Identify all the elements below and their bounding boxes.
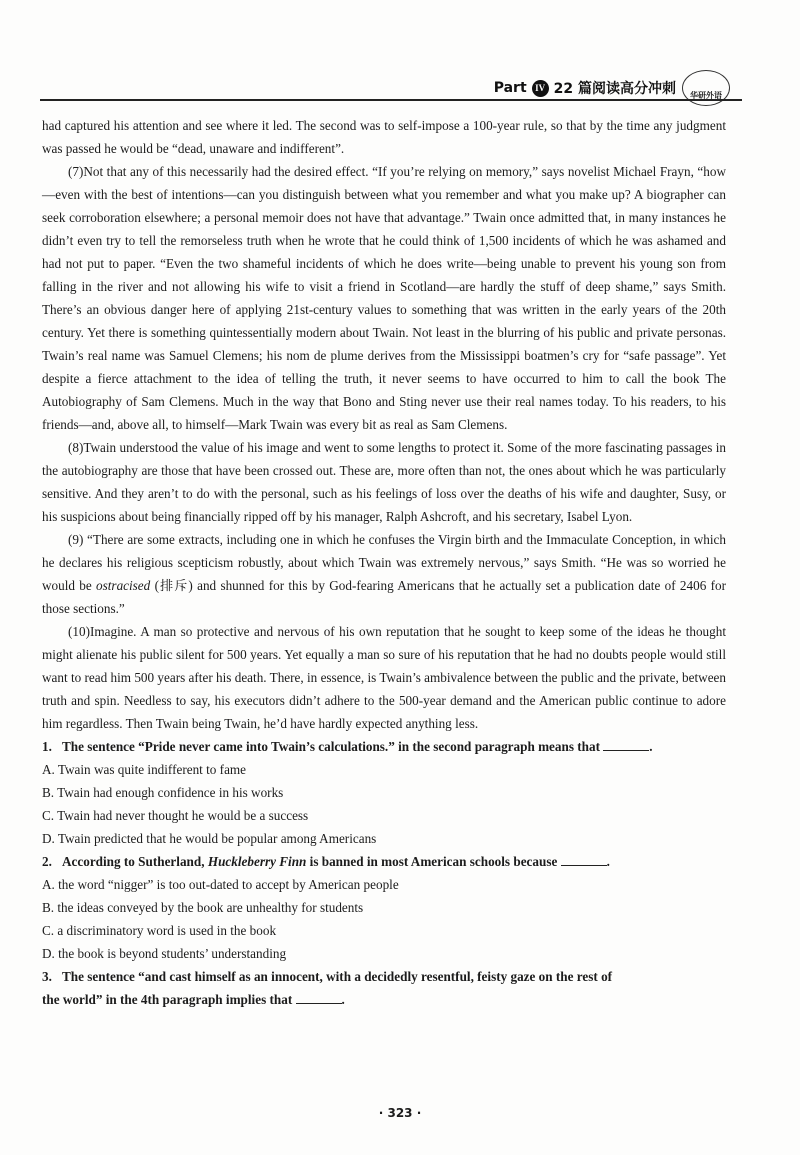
answer-blank[interactable] <box>296 992 342 1004</box>
ostracised-gloss: (排斥) <box>150 578 198 593</box>
q2-option-b: B. the ideas conveyed by the book are unhealthy for students <box>42 900 364 915</box>
question-number: 3. <box>42 969 52 984</box>
header-title <box>494 78 676 100</box>
paragraph-10: (10)Imagine. A man so protective and nervous of his own reputation that he sought to keep some of the ideas he thought might alienate his public silent for 500 years. Yet equally a man so sure of his reputation that he had no doubts people would still want to read him 500 years after his death. There, in essence, is Twain’s ambivalence between the public and the private, between truth and spin. Needless to say, his executors didn’t adhere to the 500-year demand and the American public continue to adore him regardless. Then Twain being Twain, he’d have hardly expected anything less. <box>42 624 726 731</box>
paragraph-7: (7)Not that any of this necessarily had the desired effect. “If you’re relying on memory,” says novelist Michael Frayn, “how—even with the best of intentions—can you distinguish between what you remember and what you make up? A biographer can seek corroboration elsewhere; a personal memoir does not have that advantage.” Twain once admitted that, in many instances he didn’t even try to tell the remorseless truth when he wrote that he could think of 1,500 incidents of which he was ashamed and had not put to paper. “Even the two shameful incidents of which he does write—being unable to prevent his young son from falling in the river and not allowing his wife to visit a friend in Scotland—are hardly the stuff of deep shame,” says Smith. There’s an obvious danger here of applying 21st-century values to something that was written in the early years of the 20th century. Yet there is something quintessentially modern about Twain. Not least in the blurring of his public and private personas. Twain’s real name was Samuel Clemens; his nom de plume derives from the Mississippi boatmen’s cry for “safe passage”. Yet despite a fierce attachment to the idea of telling the truth, it never seems to have occurred to him to call the book The Autobiography of Sam Clemens. Much in the way that Bono and Sting never use their real names today. To his readers, to his friends—and, above all, to himself—Mark Twain was every bit as real as Sam Clemens. <box>42 164 726 432</box>
q1-option-b: B. Twain had enough confidence in his works <box>42 785 284 800</box>
question-stem-line2: the world” in the 4th paragraph implies that <box>42 992 293 1007</box>
question-stem-end: is banned in most American schools because <box>306 854 558 869</box>
part-number-badge: IV <box>532 80 549 97</box>
question-stem: The sentence “Pride never came into Twain’s calculations.” in the second paragraph means that <box>62 739 600 754</box>
q1-option-a: A. Twain was quite indifferent to fame <box>42 762 247 777</box>
logo-text: 华研外语 <box>690 91 722 100</box>
paragraph-8: (8)Twain understood the value of his image and went to some lengths to protect it. Some of the more fascinating passages in the autobiography are those that have been crossed out. These are, more often than not, the ones about which he was particularly sensitive. And they aren’t to do with the personal, such as his feelings of loss over the deaths of his wife and daughter, Susy, or his suspicions about being financially ripped off by his manager, Ralph Ashcroft, and his secretary, Isabel Lyon. <box>42 440 726 524</box>
paragraph-6-continued: had captured his attention and see where it led. The second was to self-impose a 100-year rule, so that by the time any judgment was passed he would be “dead, unaware and indifferent”. <box>42 118 726 156</box>
para9-text-1: (9) “There are some extracts, including one in which he confuses the Virgin birth and the Immaculate Conception, in which he declares his religious scepticism robustly, about which Twain was extremely nervous,” says Smith. “He was so worried he would be <box>42 532 726 593</box>
question-2: 2. According to Sutherland, Huckleberry Finn is banned in most American schools because . <box>42 850 726 873</box>
q1-option-d: D. Twain predicted that he would be popular among Americans <box>42 831 377 846</box>
question-number: 2. <box>42 854 52 869</box>
ostracised-term: ostracised <box>96 578 151 593</box>
question-3-continued: the world” in the 4th paragraph implies that . <box>42 992 345 1007</box>
page-number: · 323 · <box>378 1106 422 1120</box>
q2-option-c: C. a discriminatory word is used in the book <box>42 923 277 938</box>
answer-blank[interactable] <box>561 854 607 866</box>
paragraph-9 <box>42 528 726 620</box>
article-body <box>42 114 726 1011</box>
running-header <box>494 66 730 100</box>
question-number: 1. <box>42 739 52 754</box>
q2-option-d: D. the book is beyond students’ understanding <box>42 946 287 961</box>
q1-option-c: C. Twain had never thought he would be a success <box>42 808 309 823</box>
question-stem-line1: The sentence “and cast himself as an innocent, with a decidedly resentful, feisty gaze on the rest of <box>62 969 613 984</box>
question-3 <box>42 965 726 988</box>
q2-option-a: A. the word “nigger” is too out-dated to accept by American people <box>42 877 399 892</box>
answer-blank[interactable] <box>603 739 649 751</box>
question-stem-start: According to Sutherland, <box>62 854 208 869</box>
part-label: Part <box>493 80 527 96</box>
question-1: 1. The sentence “Pride never came into Twain’s calculations.” in the second paragraph means that . <box>42 735 726 758</box>
section-title: 22 篇阅读高分冲刺 <box>553 81 676 97</box>
book-title: Huckleberry Finn <box>207 854 307 869</box>
header-rule <box>40 99 742 101</box>
para9-text-2: and shunned for this by God-fearing Americans that he actually set a publication date of 2406 for those sections.” <box>42 578 726 616</box>
